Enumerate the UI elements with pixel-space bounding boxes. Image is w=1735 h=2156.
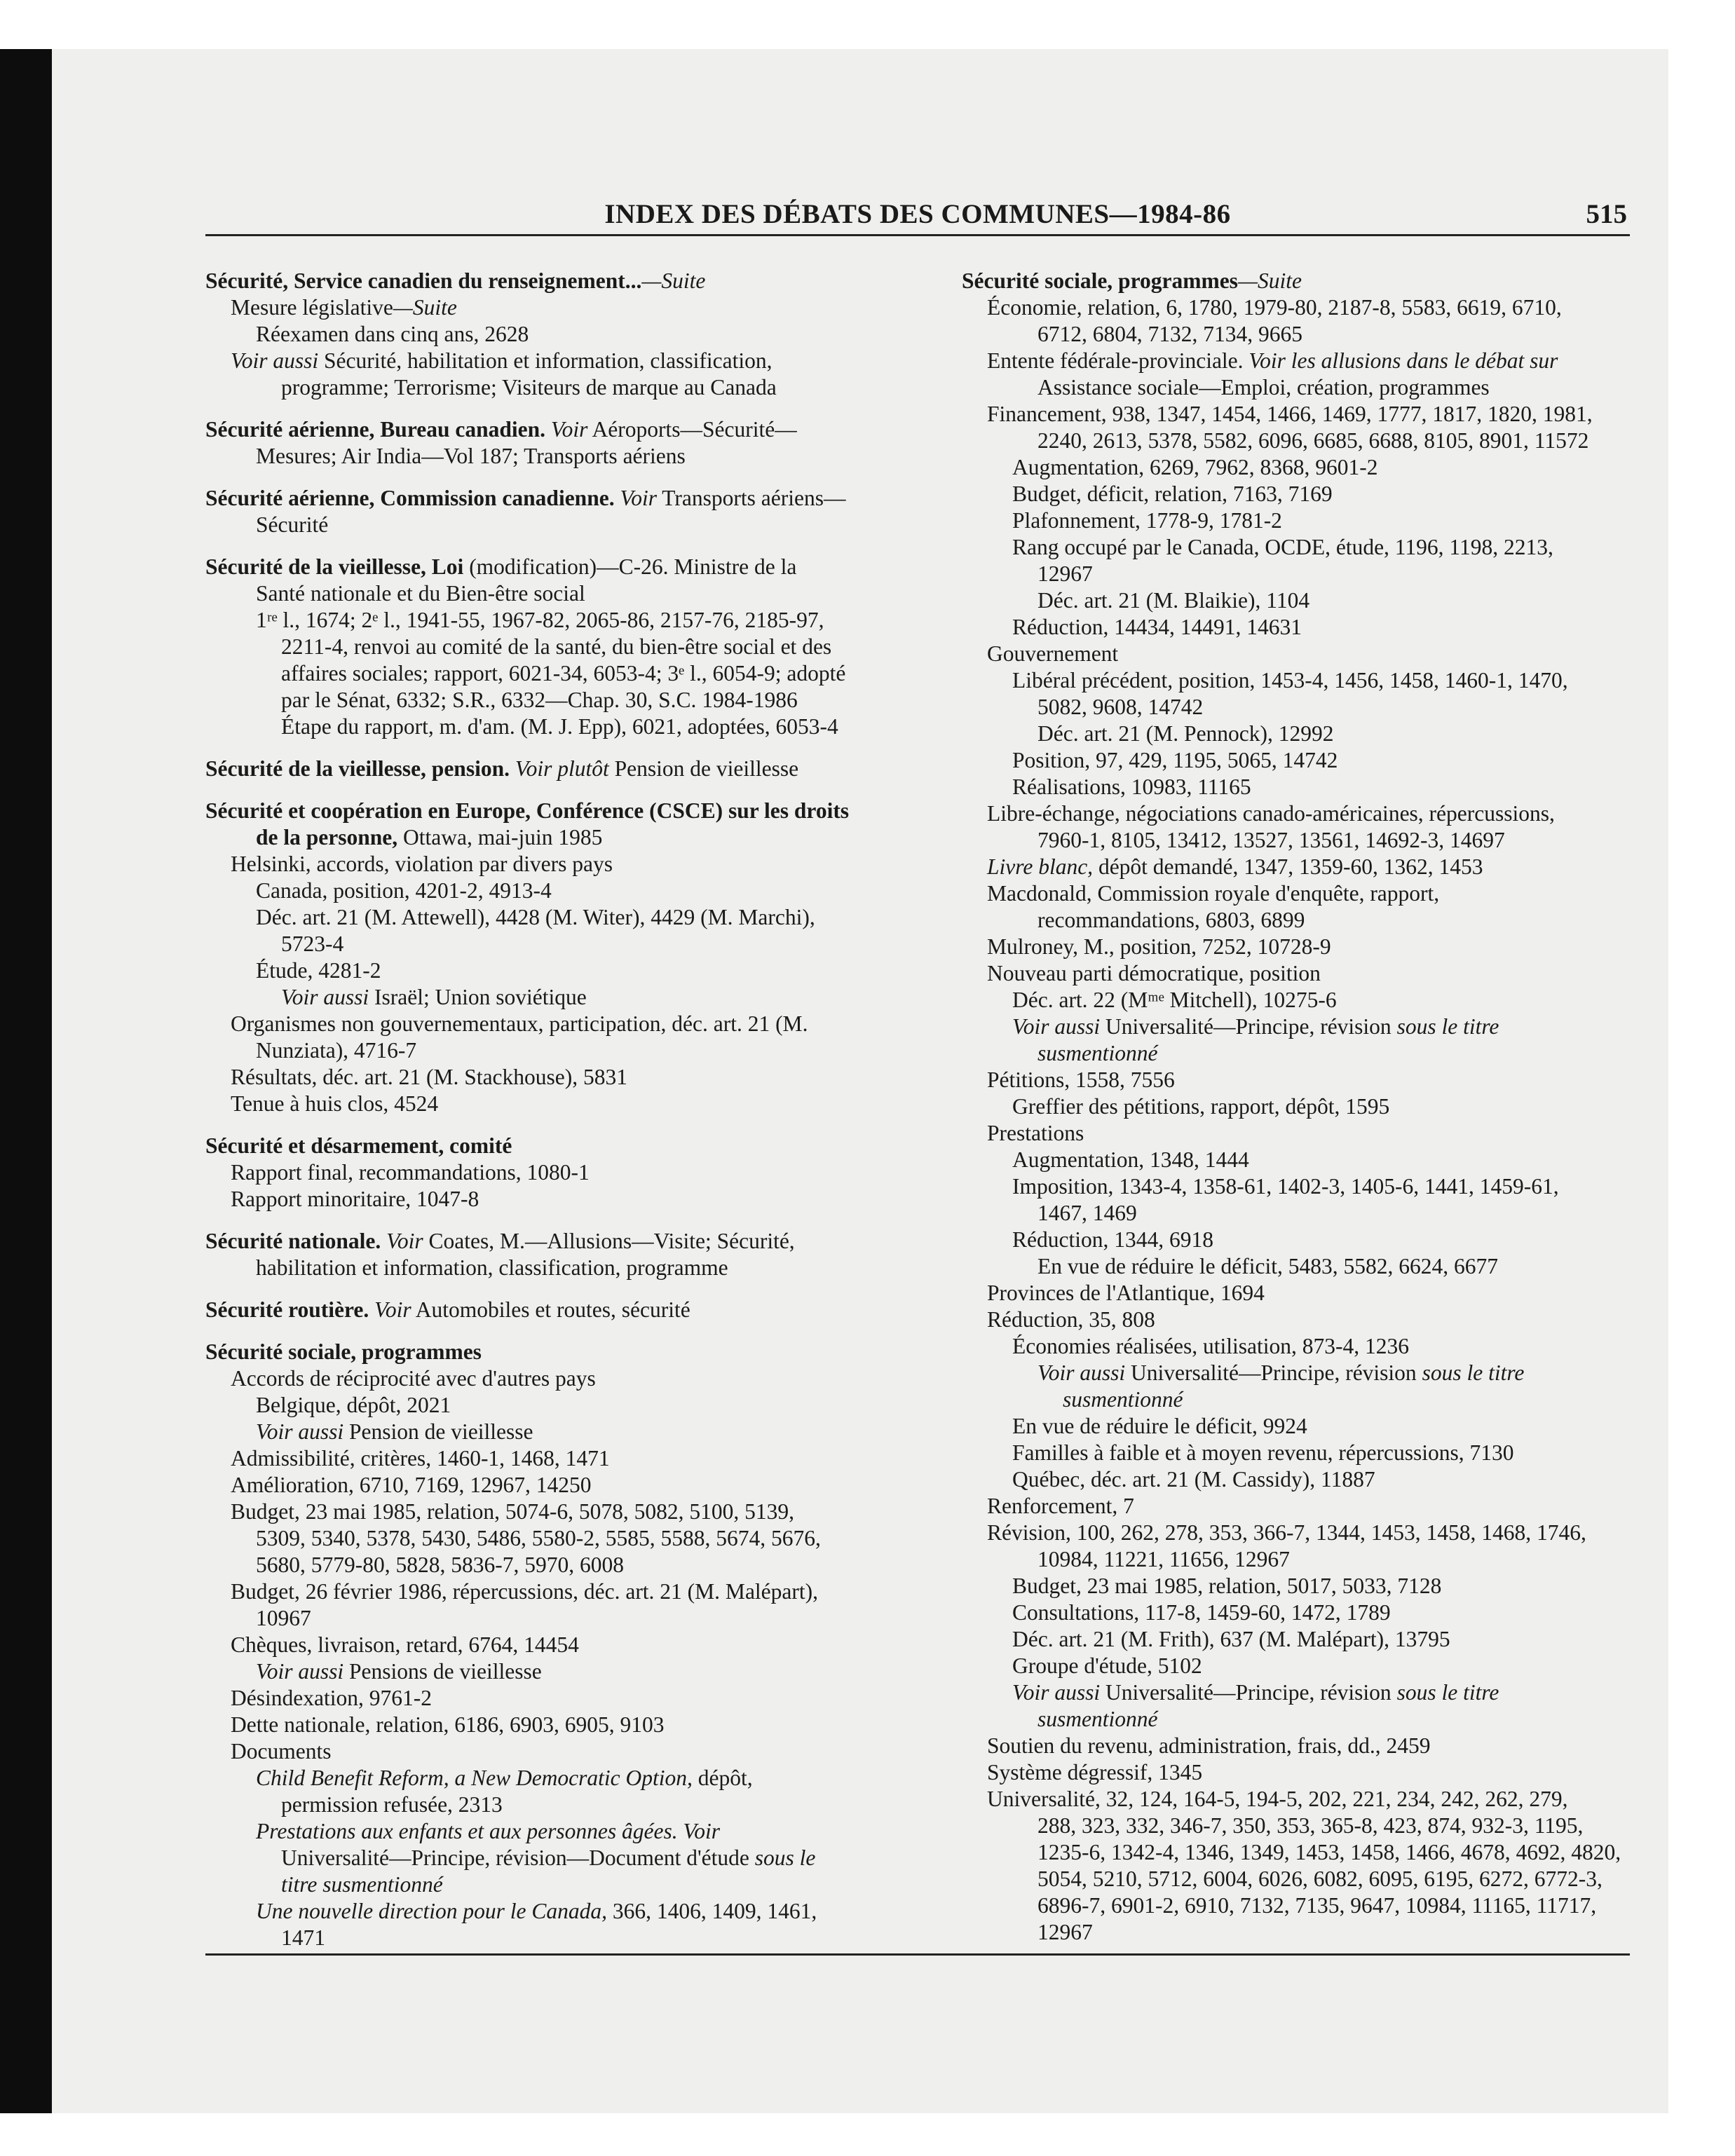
subentry: Accords de réciprocité avec d'autres pays: [231, 1366, 596, 1391]
subentry-continued: 5054, 5210, 5712, 6004, 6026, 6082, 6095, 6195, 6272, 6772-3,: [1037, 1867, 1603, 1891]
index-entry: [205, 1133, 906, 1213]
document-title: Prestations aux enfants et aux personnes âgées. Voir: [256, 1819, 720, 1843]
subentry: Rang occupé par le Canada, OCDE, étude, 1196, 1198, 2213,: [1012, 535, 1553, 559]
subentry-text: dépôt,: [692, 1766, 753, 1790]
left-column: [205, 268, 906, 1967]
subentry-continued: 6896-7, 6901-2, 6910, 7132, 7135, 9647, 10984, 11165, 11717,: [1037, 1893, 1597, 1918]
entry-heading: Sécurité routière.: [205, 1297, 369, 1322]
subentry-continued: par le Sénat, 6332; S.R., 6332—Chap. 30, S.C. 1984-1986: [281, 688, 798, 712]
subentry: Rapport minoritaire, 1047-8: [231, 1187, 479, 1211]
entry-heading: Sécurité et coopération en Europe, Conférence (CSCE) sur les droits: [205, 798, 850, 823]
subentry-continued: Nunziata), 4716-7: [256, 1038, 417, 1063]
cross-reference-continued: Mesures; Air India—Vol 187; Transports aériens: [256, 444, 686, 468]
subentry: Réduction, 35, 808: [987, 1307, 1155, 1332]
subentry-continued: 1235-6, 1342-4, 1346, 1349, 1453, 1458, 1466, 4678, 4692, 4820,: [1037, 1840, 1621, 1864]
subentry: Libéral précédent, position, 1453-4, 1456, 1458, 1460-1, 1470,: [1012, 668, 1568, 692]
index-entry: [205, 485, 906, 538]
subentry: Réduction, 14434, 14491, 14631: [1012, 615, 1302, 639]
entry-heading: Sécurité nationale.: [205, 1229, 381, 1253]
cross-reference: Universalité—Principe, révision: [1100, 1014, 1392, 1039]
cross-reference: Transports aériens—: [656, 486, 846, 510]
subentry-continued: permission refusée, 2313: [281, 1792, 503, 1817]
index-entry: [205, 554, 906, 740]
subentry: Révision, 100, 262, 278, 353, 366-7, 1344, 1453, 1458, 1468, 1746,: [987, 1520, 1586, 1545]
cross-reference-label: Voir: [614, 486, 657, 510]
suite-marker: —Suite: [641, 268, 706, 293]
cross-reference-label: Voir les allusions dans le débat sur: [1243, 348, 1558, 373]
index-entry: [205, 1297, 906, 1323]
subentry: Documents: [231, 1739, 332, 1763]
subentry: Dette nationale, relation, 6186, 6903, 6905, 9103: [231, 1712, 665, 1737]
subentry: Étape du rapport, m. d'am. (M. J. Epp), 6021, adoptées, 6053-4: [281, 714, 838, 739]
subentry-continued: 12967: [1037, 1920, 1093, 1944]
subentry: Système dégressif, 1345: [987, 1760, 1203, 1785]
entry-heading: Sécurité aérienne, Bureau canadien.: [205, 417, 546, 442]
subentry: Pétitions, 1558, 7556: [987, 1067, 1175, 1092]
index-entry: [205, 416, 906, 470]
subentry-text: 366, 1406, 1409, 1461,: [607, 1899, 817, 1923]
entry-heading: Sécurité de la vieillesse, Loi: [205, 554, 464, 579]
subentry-continued: 1467, 1469: [1037, 1201, 1137, 1225]
cross-reference-qualifier: sous le titre: [1391, 1014, 1499, 1039]
subentry: Québec, déc. art. 21 (M. Cassidy), 11887: [1012, 1467, 1375, 1492]
scan-margin: [1668, 49, 1735, 2113]
subentry: Renforcement, 7: [987, 1494, 1134, 1518]
subentry: Amélioration, 6710, 7169, 12967, 14250: [231, 1473, 592, 1497]
cross-reference-label: Voir: [545, 417, 588, 442]
cross-reference-label: Voir aussi: [1012, 1014, 1101, 1039]
subentry-continued: 10967: [256, 1606, 311, 1630]
subentry: Plafonnement, 1778-9, 1781-2: [1012, 508, 1282, 533]
subentry: Mesure législative: [231, 295, 393, 320]
subentry: Greffier des pétitions, rapport, dépôt, 1595: [1012, 1094, 1390, 1119]
subentry: Entente fédérale-provinciale.: [987, 348, 1244, 373]
cross-reference-qualifier: susmentionné: [1037, 1707, 1158, 1731]
cross-reference: Pension de vieillesse: [343, 1419, 533, 1444]
cross-reference-continued: habilitation et information, classification, programme: [256, 1255, 728, 1280]
subentry: En vue de réduire le déficit, 5483, 5582, 6624, 6677: [1037, 1254, 1498, 1278]
cross-reference-label: Voir: [381, 1229, 423, 1253]
subentry: Consultations, 117-8, 1459-60, 1472, 1789: [1012, 1600, 1391, 1625]
cross-reference-continued: programme; Terrorisme; Visiteurs de marque au Canada: [281, 375, 777, 400]
subentry-continued: 10984, 11221, 11656, 12967: [1037, 1547, 1290, 1571]
subentry-continued: 1471: [281, 1925, 325, 1950]
subentry: Résultats, déc. art. 21 (M. Stackhouse), 5831: [231, 1065, 628, 1089]
cross-reference-label: Voir aussi: [281, 985, 369, 1009]
entry-heading-continued: de la personne,: [256, 825, 398, 850]
subentry: Admissibilité, critères, 1460-1, 1468, 1471: [231, 1446, 610, 1471]
subentry: Macdonald, Commission royale d'enquête, rapport,: [987, 881, 1440, 906]
subentry: Mulroney, M., position, 7252, 10728-9: [987, 934, 1331, 959]
index-entry: [205, 756, 906, 782]
subentry-continued: 7960-1, 8105, 13412, 13527, 13561, 14692-3, 14697: [1037, 828, 1505, 852]
cross-reference-label: Voir aussi: [256, 1659, 344, 1684]
entry-text-continued: Santé nationale et du Bien-être social: [256, 581, 585, 606]
subentry: Augmentation, 1348, 1444: [1012, 1147, 1249, 1172]
index-entry: [205, 798, 906, 1117]
document-title: Une nouvelle direction pour le Canada,: [256, 1899, 607, 1923]
subentry: Prestations: [987, 1121, 1084, 1145]
cross-reference-qualifier: sous le titre: [1391, 1680, 1499, 1705]
subentry: Budget, déficit, relation, 7163, 7169: [1012, 482, 1333, 506]
cross-reference-label: Voir aussi: [1012, 1680, 1101, 1705]
cross-reference: Pensions de vieillesse: [343, 1659, 542, 1684]
page-number: 515: [1586, 199, 1627, 229]
subentry: Universalité, 32, 124, 164-5, 194-5, 202, 221, 234, 242, 262, 279,: [987, 1787, 1568, 1811]
binding-edge: [0, 49, 52, 2113]
suite-marker: —Suite: [393, 295, 457, 320]
index-entry: [205, 1339, 906, 1951]
subentry-continued: 5680, 5779-80, 5828, 5836-7, 5970, 6008: [256, 1553, 624, 1577]
subentry: Provinces de l'Atlantique, 1694: [987, 1281, 1265, 1305]
subentry: Déc. art. 21 (M. Blaikie), 1104: [1037, 588, 1310, 613]
subentry-continued: 5309, 5340, 5378, 5430, 5486, 5580-2, 5585, 5588, 5674, 5676,: [256, 1526, 821, 1550]
subentry: Financement, 938, 1347, 1454, 1466, 1469, 1777, 1817, 1820, 1981,: [987, 402, 1593, 426]
cross-reference: Universalité—Principe, révision: [1125, 1360, 1417, 1385]
subentry: Économie, relation, 6, 1780, 1979-80, 2187-8, 5583, 6619, 6710,: [987, 295, 1562, 320]
subentry: Helsinki, accords, violation par divers pays: [231, 852, 613, 876]
entry-heading: Sécurité de la vieillesse, pension.: [205, 756, 510, 781]
cross-reference-label: Voir plutôt: [509, 756, 609, 781]
cross-reference-qualifier: sous le titre: [1416, 1360, 1525, 1385]
entry-heading: Sécurité, Service canadien du renseignement...: [205, 268, 642, 293]
subentry: Imposition, 1343-4, 1358-61, 1402-3, 1405-6, 1441, 1459-61,: [1012, 1174, 1559, 1199]
cross-reference: Pension de vieillesse: [608, 756, 799, 781]
subentry: Libre-échange, négociations canado-américaines, répercussions,: [987, 801, 1555, 826]
subentry-text: dépôt demandé, 1347, 1359-60, 1362, 1453: [1093, 854, 1483, 879]
cross-reference-qualifier: sous le: [749, 1845, 816, 1870]
entry-text: Ottawa, mai-juin 1985: [397, 825, 603, 850]
right-column: [962, 268, 1649, 1946]
entry-heading: Sécurité et désarmement, comité: [205, 1133, 512, 1158]
subentry: Budget, 23 mai 1985, relation, 5017, 5033, 7128: [1012, 1574, 1442, 1598]
cross-reference: Universalité—Principe, révision: [1100, 1680, 1392, 1705]
subentry: Groupe d'étude, 5102: [1012, 1653, 1202, 1678]
subentry: Soutien du revenu, administration, frais, dd., 2459: [987, 1733, 1431, 1758]
subentry: Canada, position, 4201-2, 4913-4: [256, 878, 552, 903]
cross-reference: Israël; Union soviétique: [369, 985, 587, 1009]
page-header: [205, 198, 1630, 236]
subentry-continued: 2240, 2613, 5378, 5582, 6096, 6685, 6688, 8105, 8901, 11572: [1037, 428, 1589, 453]
subentry: 1ʳᵉ l., 1674; 2ᵉ l., 1941-55, 1967-82, 2065-86, 2157-76, 2185-97,: [256, 608, 824, 632]
cross-reference-qualifier: susmentionné: [1063, 1387, 1183, 1412]
cross-reference-qualifier: susmentionné: [1037, 1041, 1158, 1065]
subentry: Chèques, livraison, retard, 6764, 14454: [231, 1632, 579, 1657]
entry-heading: Sécurité sociale, programmes: [205, 1339, 482, 1364]
subentry-continued: 2211-4, renvoi au comité de la santé, du bien-être social et des: [281, 634, 832, 659]
subentry: Réalisations, 10983, 11165: [1012, 775, 1251, 799]
subentry: Déc. art. 21 (M. Attewell), 4428 (M. Witer), 4429 (M. Marchi),: [256, 905, 815, 929]
subentry: Gouvernement: [987, 641, 1119, 666]
subentry: Nouveau parti démocratique, position: [987, 961, 1321, 985]
cross-reference-label: Voir aussi: [231, 348, 319, 373]
cross-reference: Universalité—Principe, révision—Document d'étude: [281, 1845, 749, 1870]
subentry: Organismes non gouvernementaux, participation, déc. art. 21 (M.: [231, 1011, 808, 1036]
subentry: Budget, 23 mai 1985, relation, 5074-6, 5078, 5082, 5100, 5139,: [231, 1499, 795, 1524]
entry-heading: Sécurité sociale, programmes: [962, 268, 1238, 293]
footer-rule: [205, 1953, 1630, 1956]
cross-reference-label: Voir aussi: [256, 1419, 344, 1444]
subentry-continued: 5082, 9608, 14742: [1037, 695, 1204, 719]
subentry: Rapport final, recommandations, 1080-1: [231, 1160, 590, 1185]
entry-heading: Sécurité aérienne, Commission canadienne.: [205, 486, 615, 510]
subentry: Déc. art. 21 (M. Frith), 637 (M. Malépart), 13795: [1012, 1627, 1450, 1651]
cross-reference: Automobiles et routes, sécurité: [411, 1297, 690, 1322]
cross-reference-label: Voir aussi: [1037, 1360, 1126, 1385]
subentry: Belgique, dépôt, 2021: [256, 1393, 451, 1417]
subentry: Augmentation, 6269, 7962, 8368, 9601-2: [1012, 455, 1378, 479]
subentry-continued: recommandations, 6803, 6899: [1037, 908, 1305, 932]
subentry: Familles à faible et à moyen revenu, répercussions, 7130: [1012, 1440, 1514, 1465]
cross-reference-continued: Sécurité: [256, 512, 329, 537]
cross-reference-qualifier: titre susmentionné: [281, 1872, 443, 1897]
subentry: Réexamen dans cinq ans, 2628: [256, 322, 529, 346]
document-title: Child Benefit Reform, a New Democratic Option,: [256, 1766, 693, 1790]
subentry-continued: affaires sociales; rapport, 6021-34, 6053-4; 3ᵉ l., 6054-9; adopté: [281, 661, 846, 685]
subentry: Économies réalisées, utilisation, 873-4, 1236: [1012, 1334, 1410, 1358]
subentry-continued: 288, 323, 332, 346-7, 350, 353, 365-8, 423, 874, 932-3, 1195,: [1037, 1813, 1584, 1838]
cross-reference: Sécurité, habilitation et information, classification,: [318, 348, 773, 373]
page-title: INDEX DES DÉBATS DES COMMUNES—1984-86: [604, 199, 1231, 229]
subentry-continued: 12967: [1037, 561, 1093, 586]
subentry-continued: 6712, 6804, 7132, 7134, 9665: [1037, 322, 1302, 346]
subentry: Déc. art. 22 (Mᵐᵉ Mitchell), 10275-6: [1012, 988, 1337, 1012]
subentry: Réduction, 1344, 6918: [1012, 1227, 1213, 1252]
suite-marker: —Suite: [1237, 268, 1302, 293]
cross-reference-label: Voir: [369, 1297, 411, 1322]
subentry: Position, 97, 429, 1195, 5065, 14742: [1012, 748, 1338, 772]
document-title: Livre blanc,: [987, 854, 1094, 879]
subentry-continued: 5723-4: [281, 932, 344, 956]
cross-reference: Aéroports—Sécurité—: [587, 417, 797, 442]
entry-text: (modification)—C-26. Ministre de la: [463, 554, 797, 579]
cross-reference: Coates, M.—Allusions—Visite; Sécurité,: [423, 1229, 795, 1253]
subentry: Étude, 4281-2: [256, 958, 381, 983]
index-entry: [205, 268, 906, 401]
cross-reference: Assistance sociale—Emploi, création, programmes: [1037, 375, 1490, 400]
subentry: Désindexation, 9761-2: [231, 1686, 432, 1710]
subentry: En vue de réduire le déficit, 9924: [1012, 1414, 1307, 1438]
subentry: Tenue à huis clos, 4524: [231, 1091, 439, 1116]
subentry: Déc. art. 21 (M. Pennock), 12992: [1037, 721, 1334, 746]
subentry: Budget, 26 février 1986, répercussions, déc. art. 21 (M. Malépart),: [231, 1579, 818, 1604]
index-entry: [205, 1228, 906, 1281]
